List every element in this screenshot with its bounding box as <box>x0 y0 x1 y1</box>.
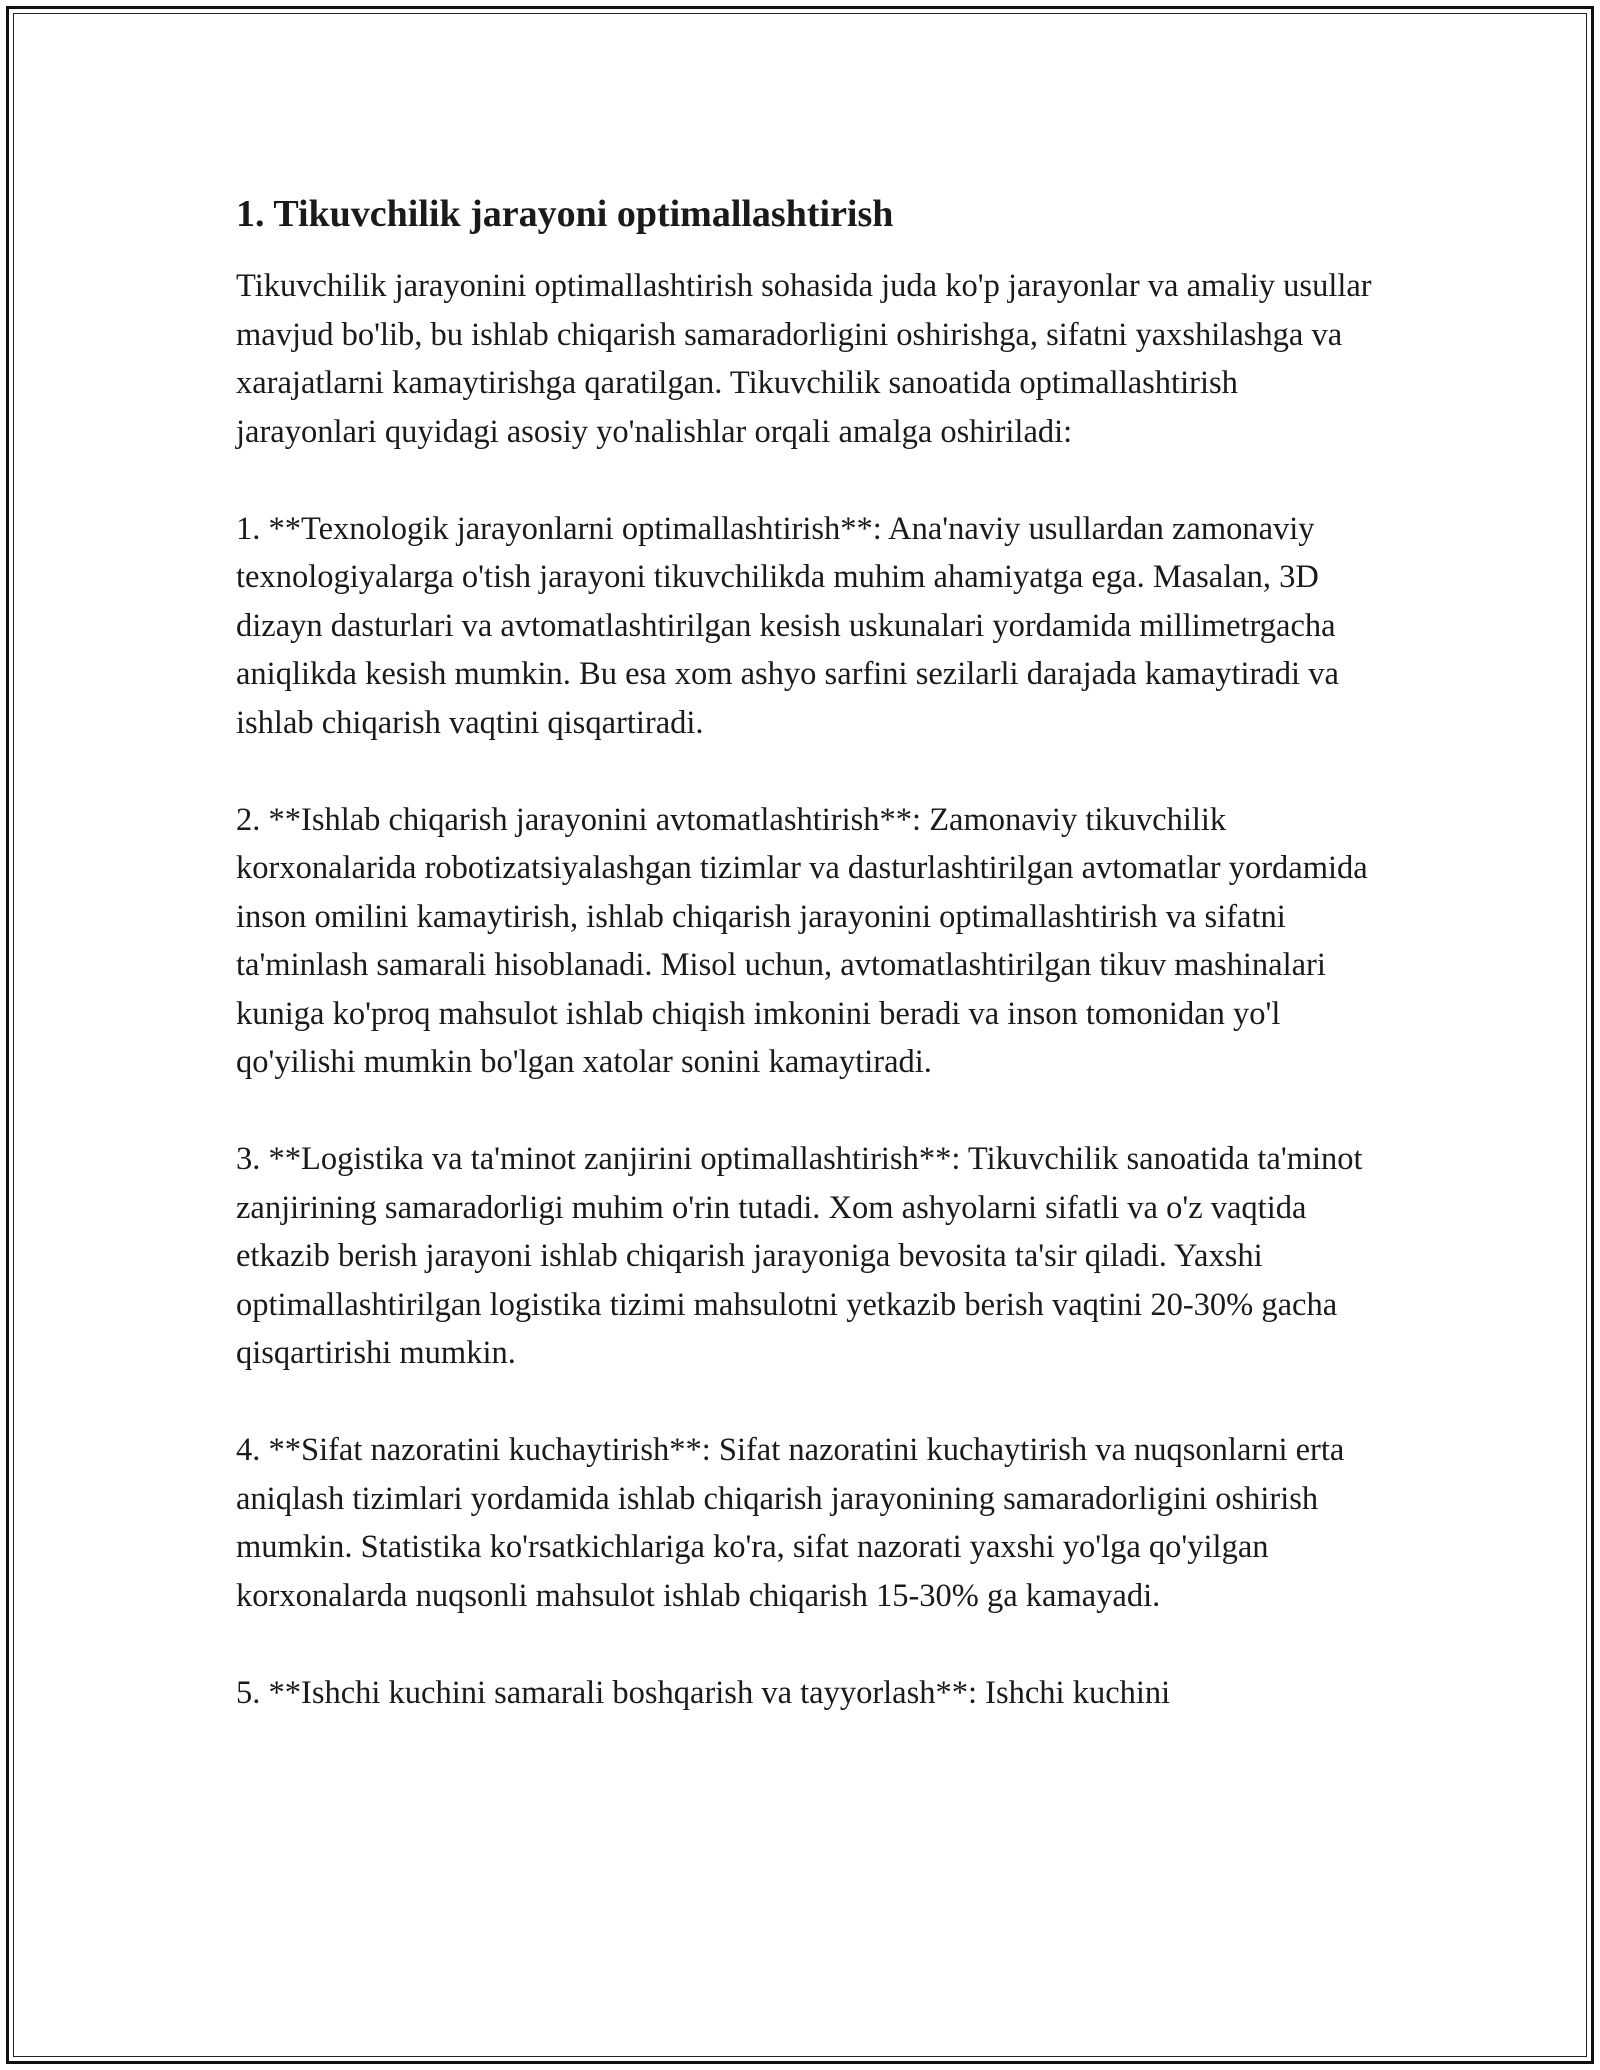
paragraph-quality-control: 4. **Sifat nazoratini kuchaytirish**: Sifat nazoratini kuchaytirish va nuqsonlarni erta aniqlash tizimlari yordamida ishlab chiqarish jarayonining samaradorligini oshirish mumkin. Statistika ko'rsatkichlariga ko'ra, sifat nazorati yaxshi yo'lga qo'yilgan korxonalarda nuqsonli mahsulot ishlab chiqarish 15-30% ga kamayadi. <box>236 1432 1345 1614</box>
paragraph-workforce: 5. **Ishchi kuchini samarali boshqarish va tayyorlash**: Ishchi kuchini <box>236 1674 1171 1711</box>
section-heading: 1. Tikuvchilik jarayoni optimallashtirish <box>236 193 894 235</box>
paragraph-logistics: 3. **Logistika va ta'minot zanjirini optimallashtirish**: Tikuvchilik sanoatida ta'minot zanjirining samaradorligi muhim o'rin tutadi. Xom ashyolarni sifatli va o'z vaqtida etkazib berish jarayoni ishlab chiqarish jarayoniga bevosita ta'sir qiladi. Yaxshi optimallashtirilgan logistika tizimi mahsulotni yetkazib berish vaqtini 20-30% gacha qisqartirishi mumkin. <box>236 1141 1363 1371</box>
paragraph-technology: 1. **Texnologik jarayonlarni optimallashtirish**: Ana'naviy usullardan zamonaviy texnologiyalarga o'tish jarayoni tikuvchilikda muhim ahamiyatga ega. Masalan, 3D dizayn dasturlari va avtomatlashtirilgan kesish uskunalari yordamida millimetrgacha aniqlikda kesish mumkin. Bu esa xom ashyo sarfini sezilarli darajada kamaytiradi va ishlab chiqarish vaqtini qisqartiradi. <box>236 510 1339 741</box>
paragraph-automation: 2. **Ishlab chiqarish jarayonini avtomatlashtirish**: Zamonaviy tikuvchilik korxonalarida robotizatsiyalashgan tizimlar va dasturlashtirilgan avtomatlar yordamida inson omilini kamaytirish, ishlab chiqarish jarayonini optimallashtirish va sifatni ta'minlash samarali hisoblanadi. Misol uchun, avtomatlashtirilgan tikuv mashinalari kuniga ko'proq mahsulot ishlab chiqish imkonini beradi va inson tomonidan yo'l qo'yilishi mumkin bo'lgan xatolar sonini kamaytiradi. <box>236 801 1368 1080</box>
intro-paragraph: Tikuvchilik jarayonini optimallashtirish sohasida juda ko'p jarayonlar va amaliy usullar mavjud bo'lib, bu ishlab chiqarish samaradorligini oshirishga, sifatni yaxshilashga va xarajatlarni kamaytirishga qaratilgan. Tikuvchilik sanoatida optimallashtirish jarayonlari quyidagi asosiy yo'nalishlar orqali amalga oshiriladi: <box>236 268 1372 450</box>
document-body <box>236 186 1376 1766</box>
